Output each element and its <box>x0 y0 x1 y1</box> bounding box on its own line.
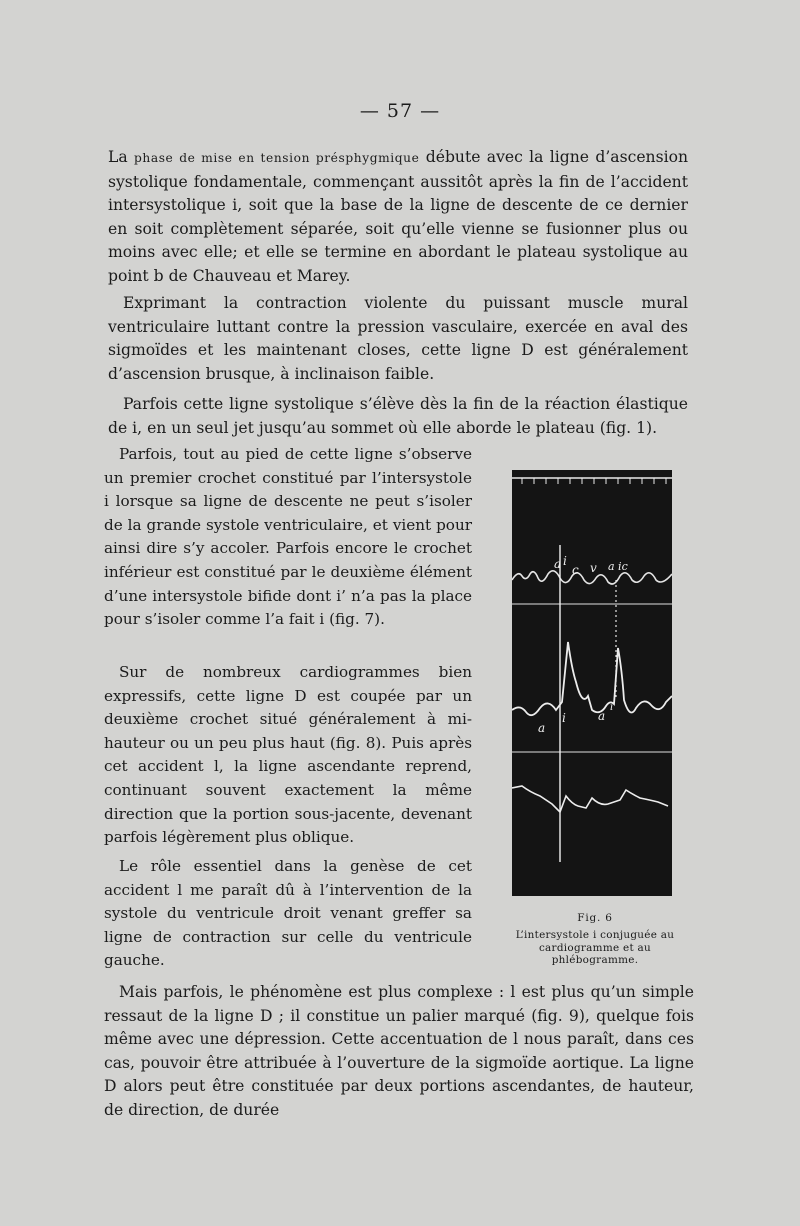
paragraph-mais-parfois: Mais parfois, le phénomène est plus complexe : l est plus qu’un simple ressaut de la ligne D ; il constitue un palier marqué (fig. 9), quelque fois même avec une dépression. Cette accentuation de l nous paraît, dans ces cas, pouvoir être attribuée à l’ouverture de la sigmoïde aortique. La ligne D alors peut être constituée par deux portions ascendantes, de hauteur, de direction, de durée <box>104 983 694 1119</box>
annotation-c-top: c <box>572 563 579 577</box>
annotation-aic-top: a ic <box>608 560 628 573</box>
annotation-a-mid: a <box>538 721 546 735</box>
figure-label: Fig. 6 <box>577 912 613 924</box>
page-number: — 57 — <box>359 100 441 122</box>
paragraph-parfois-2: Parfois, tout au pied de cette ligne s’observe un premier crochet constitué par l’intersystole i lorsque sa ligne de descente ne peut s’isoler de la grande systole ventriculaire, et vient pour ainsi dire s’y accoler. Parfois encore le crochet inférieur est constitué par le deuxième élément d’une intersystole bifide dont i’ n’a pas la place pour s’isoler comme l’a fait i (fig. 7). <box>104 445 472 629</box>
annotation-v-top: v <box>590 561 597 575</box>
annotation-i-mid: i <box>562 711 566 725</box>
paragraph-cardiogrammes: Sur de nombreux cardiogrammes bien expressifs, cette ligne D est coupée par un deuxième crochet situé généralement à mi-hauteur ou un peu plus haut (fig. 8). Puis après cet accident l, la ligne ascendante reprend, continuant souvent exactement la même direction que la portion sous-jacente, devenant parfois légèrement plus oblique. <box>104 663 472 847</box>
paragraph-phase <box>108 146 688 289</box>
smallcaps-term: phase de mise en tension présphygmique <box>133 151 420 165</box>
annotation-i-top: i <box>563 554 567 568</box>
paragraph-lead: La <box>108 148 134 166</box>
paragraph-role: Le rôle essentiel dans la genèse de cet accident l me paraît dû à l’intervention de la systole du ventricule droit venant greffer sa ligne de contraction sur celle du ventricule gauche. <box>104 857 472 970</box>
cardiogram-tracing <box>512 470 672 896</box>
annotation-a-top: a <box>554 557 562 571</box>
paragraph-body: débute avec la ligne d’ascension systolique fondamentale, commençant aussitôt après la fin de l’accident intersystolique i, soit que la base de la ligne de descente de ce dernier en soit complètement séparée, soit qu’elle vienne se fusionner plus ou moins avec elle; et elle se termine en abordant le plateau systolique au point b de Chauveau et Marey. <box>108 148 689 285</box>
annotation-i2-mid: i <box>610 702 614 713</box>
annotation-a2-mid: a <box>598 709 606 723</box>
figure-tracing <box>512 470 672 896</box>
figure-caption: L’intersystole i conjuguée au cardiogramme et au phlébogramme. <box>515 929 675 967</box>
paragraph-parfois-1: Parfois cette ligne systolique s’élève dès la fin de la réaction élastique de i, en un seul jet jusqu’au sommet où elle aborde le plateau (fig. 1). <box>108 395 688 437</box>
paragraph-exprimant: Exprimant la contraction violente du puissant muscle mural ventriculaire luttant contre la pression vasculaire, exercée en aval des sigmoïdes et les maintenant closes, cette ligne D est généralement d’ascension brusque, à inclinaison faible. <box>108 294 688 383</box>
